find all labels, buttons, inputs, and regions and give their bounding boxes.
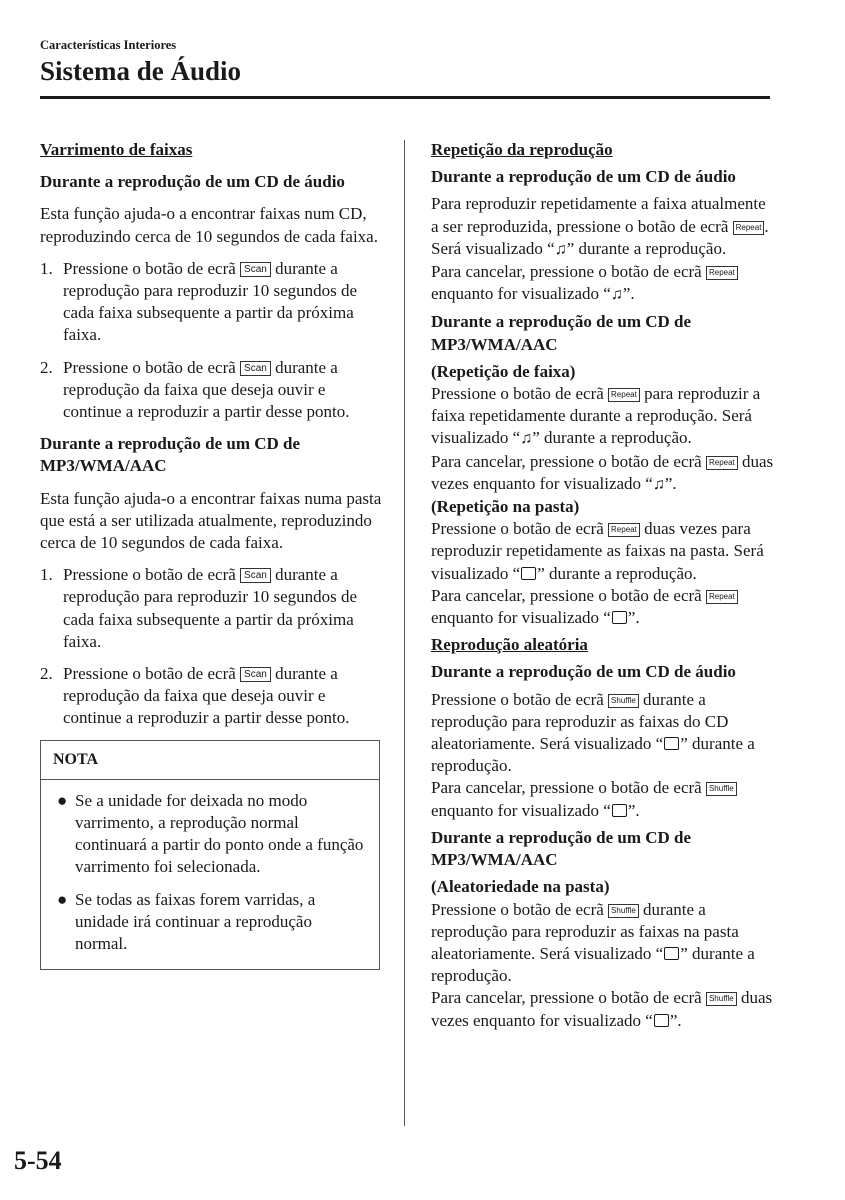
page-number: 5-54 [14,1146,62,1175]
folder-random-cancel: Para cancelar, pressione o botão de ecrã Shuffle duas vezes enquanto for visualizado “ ”. [431,988,773,1030]
folder-random-text: Pressione o botão de ecrã Shuffle durante a reprodução para reproduzir as faixas na pasta aleatoriamente. Será visualizado “ ” durante a reprodução. [431,899,755,986]
steps-mp3 [40,564,382,729]
folder-repeat-text: Pressione o botão de ecrã Repeat duas vezes para reproduzir repetidamente as faixas na pasta. Será visualizado “ ” durante a reprodução. [431,519,764,583]
intro-mp3: Esta função ajuda-o a encontrar faixas numa pasta que está a ser utilizada atualmente, reproduzindo cerca de 10 segundos de cada faixa. [40,488,382,553]
scan-button-icon: Scan [240,262,271,277]
label-folder-repeat: (Repetição na pasta) [431,497,580,517]
intro-cd-audio: Esta função ajuda-o a encontrar faixas num CD, reproduzindo cerca de 10 segundos de cada faixa. [40,204,378,246]
section-header: Características Interiores [40,38,177,52]
repeat-button-icon: Repeat [608,388,640,402]
random-cd-text: Pressione o botão de ecrã Shuffle durante a reprodução para reproduzir as faixas do CD aleatoriamente. Será visualizado “ ” durante a reprodução. [431,689,755,776]
section-title-scan: Varrimento de faixas [40,140,193,159]
note-item: ● Se a unidade for deixada no modo varrimento, a reprodução normal continuará a partir do ponto onde a função varrimento foi selecionada. [57,790,364,877]
note-body [41,780,379,969]
bullet-icon: ● [57,889,68,909]
subheading-repeat-cd: Durante a reprodução de um CD de áudio [431,167,736,187]
scan-button-icon: Scan [240,568,271,583]
step-item: 2. Pressione o botão de ecrã Scan durante a reprodução da faixa que deseja ouvir e continue a reproduzir a partir desse ponto. [40,664,350,728]
page-title: Sistema de Áudio [40,56,242,86]
scan-button-icon: Scan [240,361,271,376]
shuffle-button-icon: Shuffle [706,782,737,796]
repeat-button-icon: Repeat [733,221,765,235]
folder-repeat-cancel: Para cancelar, pressione o botão de ecrã Repeat enquanto for visualizado “ ”. [431,585,776,629]
track-repeat-text: Pressione o botão de ecrã Repeat para reproduzir a faixa repetidamente durante a reprodução. Será visualizado “♫” durante a reprodução. [431,384,761,448]
steps-cd-audio [40,258,382,423]
repeat-cd-text: Para reproduzir repetidamente a faixa atualmente a ser reproduzida, pressione o botão de ecrã Repeat . Será visualizado “♫” durante a reprodução. [431,194,769,258]
column-divider [404,140,405,1126]
folder-icon [521,567,536,580]
subheading-random-cd: Durante a reprodução de um CD de áudio [431,662,736,682]
title-rule [40,96,770,99]
section-title-repeat: Repetição da reprodução [431,140,613,159]
right-column [431,139,776,1032]
repeat-button-icon: Repeat [706,266,738,280]
subheading-cd-audio: Durante a reprodução de um CD de áudio [40,172,345,192]
label-folder-random: (Aleatoriedade na pasta) [431,877,610,897]
subheading-repeat-mp3: Durante a reprodução de um CD de MP3/WMA/AAC [431,312,692,354]
random-cd-cancel: Para cancelar, pressione o botão de ecrã Shuffle enquanto for visualizado “ ”. [431,777,776,821]
disc-shuffle-icon [664,737,679,750]
step-item: 1. Pressione o botão de ecrã Scan durante a reprodução para reproduzir 10 segundos de cada faixa subsequente a partir da próxima faixa. [40,258,358,345]
folder-shuffle-icon [664,947,679,960]
repeat-button-icon: Repeat [706,590,738,604]
note-box [40,740,380,971]
disc-shuffle-icon [612,804,627,817]
shuffle-button-icon: Shuffle [706,992,737,1006]
folder-shuffle-icon [654,1014,669,1027]
left-column [40,139,382,970]
section-title-random: Reprodução aleatória [431,635,588,655]
note-title: NOTA [41,741,379,780]
bullet-icon: ● [57,790,68,810]
music-note-icon: ♫ [652,475,665,493]
music-note-icon: ♫ [610,286,623,304]
subheading-random-mp3: Durante a reprodução de um CD de MP3/WMA/AAC [431,827,692,870]
repeat-button-icon: Repeat [608,523,640,537]
repeat-button-icon: Repeat [706,456,738,470]
track-repeat-cancel: Para cancelar, pressione o botão de ecrã Repeat duas vezes enquanto for visualizado “♫”. [431,451,774,493]
shuffle-button-icon: Shuffle [608,904,639,918]
step-item: 1. Pressione o botão de ecrã Scan durante a reprodução para reproduzir 10 segundos de cada faixa subsequente a partir da próxima faixa. [40,565,358,651]
music-note-icon: ♫ [554,240,567,258]
music-note-icon: ♫ [520,430,533,448]
label-track-repeat: (Repetição de faixa) [431,361,576,381]
note-item: ● Se todas as faixas forem varridas, a unidade irá continuar a reprodução normal. [57,889,316,954]
shuffle-button-icon: Shuffle [608,694,639,708]
repeat-cd-cancel: Para cancelar, pressione o botão de ecrã Repeat enquanto for visualizado “♫”. [431,261,776,306]
scan-button-icon: Scan [240,667,271,682]
subheading-mp3: Durante a reprodução de um CD de MP3/WMA/AAC [40,434,301,476]
folder-icon [612,611,627,624]
step-item: 2. Pressione o botão de ecrã Scan durante a reprodução da faixa que deseja ouvir e continue a reproduzir a partir desse ponto. [40,357,350,422]
